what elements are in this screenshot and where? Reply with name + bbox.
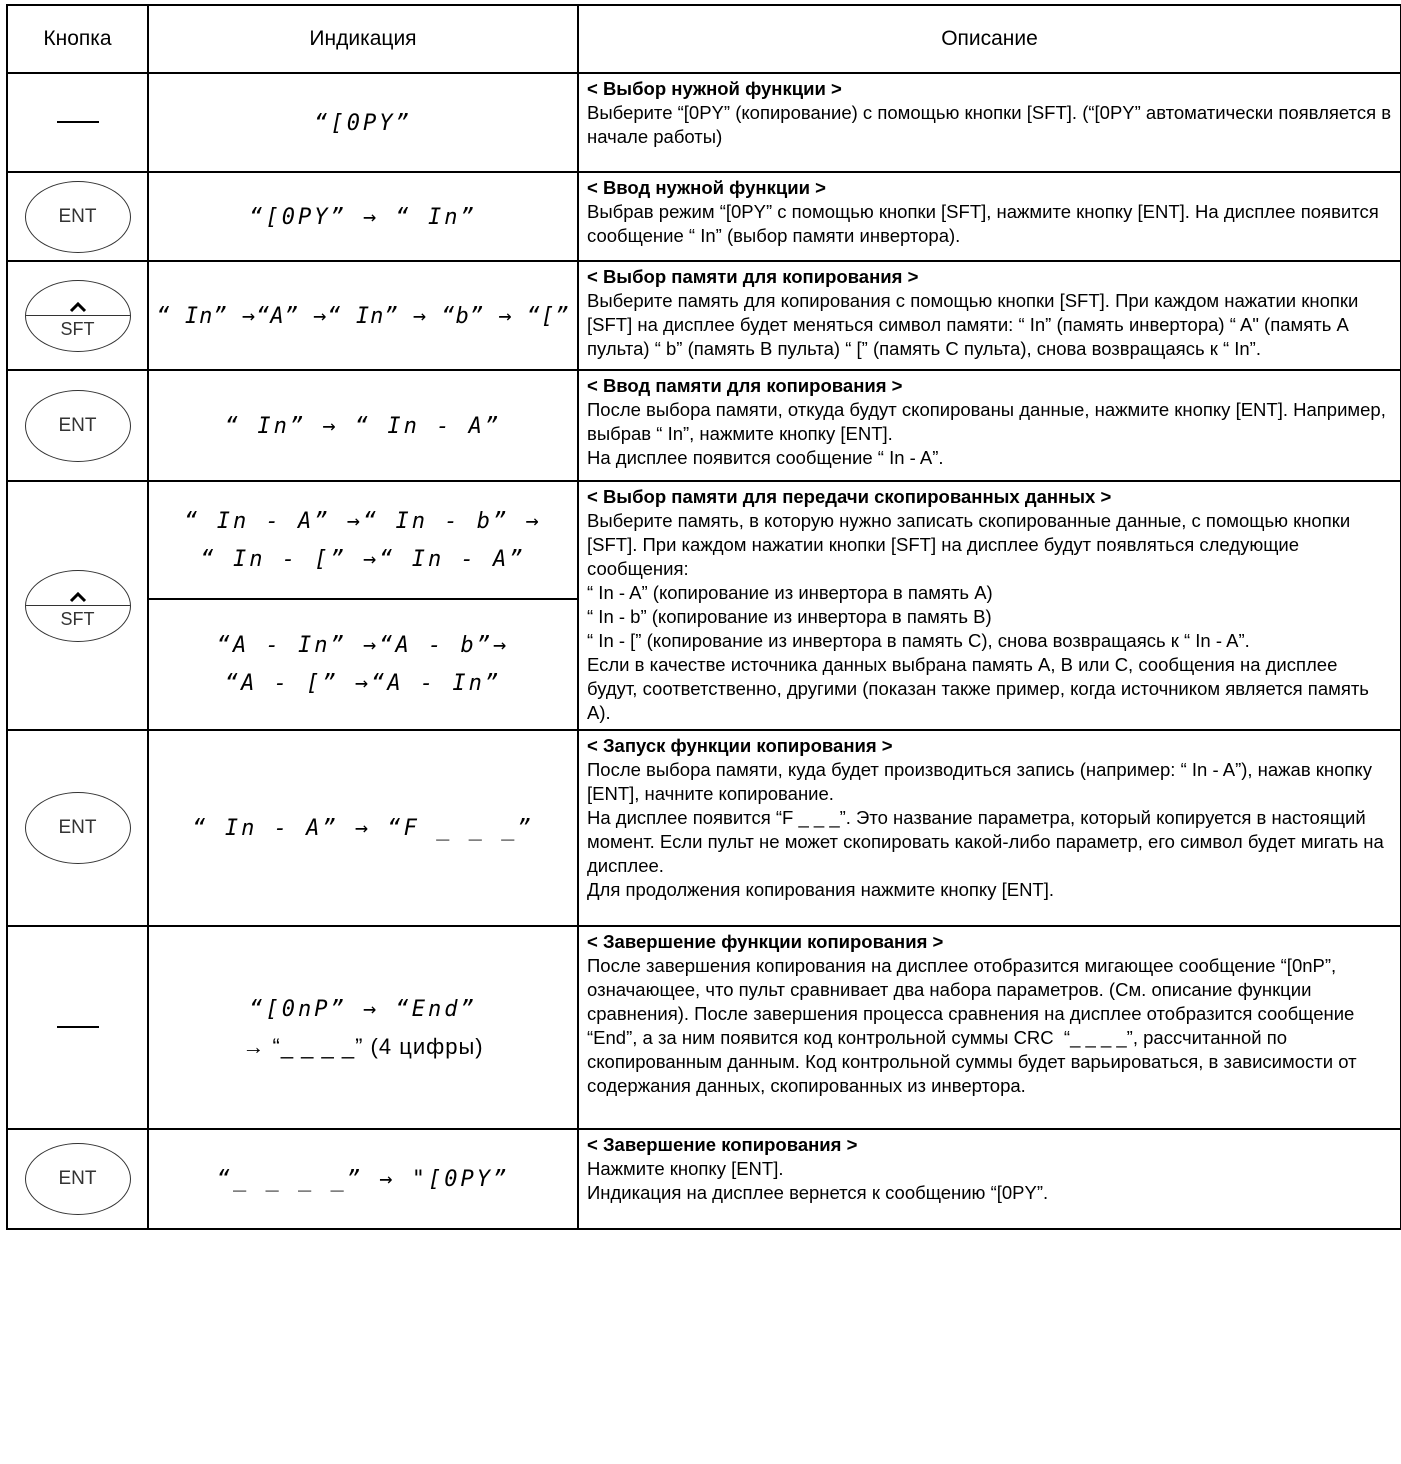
indication-text: “ In” →“A” →“ In” → “b” → “[”: [156, 303, 570, 329]
up-arrow-icon: [26, 281, 130, 316]
description-text: После выбора памяти, откуда будут скопированы данные, нажмите кнопку [ENT]. Например, выбрав “ In”, нажмите кнопку [ENT]. На дисплее появится сообщение “ In - A”.: [587, 399, 1386, 468]
table-row: [7, 926, 1401, 1129]
button-cell: [7, 261, 148, 370]
sft-button-icon: [25, 280, 131, 352]
button-cell: [7, 730, 148, 926]
indication-text: “[0PY”: [314, 110, 412, 136]
indication-cell: [148, 1129, 578, 1229]
button-cell: [7, 926, 148, 1129]
indication-cell: [148, 261, 578, 370]
description-heading: < Выбор памяти для копирования >: [587, 266, 919, 287]
sft-button-icon: [25, 570, 131, 642]
table-row: [7, 73, 1401, 172]
description-text: Нажмите кнопку [ENT]. Индикация на дисплее вернется к сообщению “[0PY”.: [587, 1158, 1049, 1203]
table-row: [7, 730, 1401, 926]
indication-text: “A - [” →“A - In”: [224, 671, 502, 697]
indication-cell: [148, 926, 578, 1129]
copy-procedure-table: [6, 4, 1401, 1230]
indication-text: “[0nP” → “End”: [249, 996, 477, 1022]
description-cell: [578, 1129, 1401, 1229]
button-cell: [7, 1129, 148, 1229]
description-heading: < Завершение копирования >: [587, 1134, 858, 1155]
indication-text: “[0PY” → “ In”: [249, 204, 477, 230]
description-cell: [578, 370, 1401, 481]
indication-text: “A - In” →“A - b”→: [216, 633, 510, 659]
description-heading: < Выбор нужной функции >: [587, 78, 842, 99]
description-text: Выбрав режим “[0PY” с помощью кнопки [SFT], нажмите кнопку [ENT]. На дисплее появится сообщение “ In” (выбор памяти инвертора).: [587, 201, 1384, 246]
description-text: Выберите память, в которую нужно записать скопированные данные, с помощью кнопки [SFT]. При каждом нажатии кнопки [SFT] на дисплее будут появляться следующие сообщения: “ In - A” (копирование из инвертора в память А) “ In - b” (копирование из инвертора в память В) “ In - [” (копирование из инвертора в память С), снова возвращаясь к “ In - A”. Если в качестве источника данных выбрана память А, В или С, сообщения на дисплее будут, соответственно, другими (показан также пример, когда источником является память А).: [587, 510, 1369, 723]
ent-button-icon: ENT: [25, 792, 131, 864]
description-heading: < Выбор памяти для передачи скопированных данных >: [587, 486, 1112, 507]
description-text: Выберите “[0PY” (копирование) с помощью кнопки [SFT]. (“[0PY” автоматически появляется в начале работы): [587, 102, 1397, 147]
button-cell: [7, 370, 148, 481]
description-cell: [578, 730, 1401, 926]
description-text: После выбора памяти, куда будет производиться запись (например: “ In - A”), нажав кнопку [ENT], начните копирование. На дисплее появится “F _ _ _”. Это название параметра, который копируется в настоящий момент. Если пульт не может скопировать какой-либо параметр, его символ будет мигать на дисплее. Для продолжения копирования нажмите кнопку [ENT].: [587, 759, 1384, 900]
button-cell: [7, 172, 148, 261]
table-row: [7, 261, 1401, 370]
indication-text: “_ _ _ _” → "[0PY”: [216, 1167, 510, 1192]
description-cell: [578, 261, 1401, 370]
button-cell: [7, 481, 148, 730]
description-heading: < Запуск функции копирования >: [587, 735, 893, 756]
indication-text: “ In” → “ In - A”: [224, 413, 502, 439]
description-cell: [578, 73, 1401, 172]
sft-label: SFT: [60, 608, 95, 629]
ent-button-icon: ENT: [25, 1143, 131, 1215]
indication-text: “ In - A” →“ In - b” →: [184, 508, 542, 534]
description-cell: [578, 481, 1401, 730]
table-row: [7, 481, 1401, 599]
description-text: После завершения копирования на дисплее отобразится мигающее сообщение “[0nP”, означающее, что пульт сравнивает два набора параметров. (См. описание функции сравнения). После завершения процесса сравнения на дисплее отобразится сообщение “End”, а за ним появится код контрольной суммы CRC “_ _ _ _”, рассчитанной по скопированным данным. Код контрольной суммы будет варьироваться, в зависимости от содержания данных, скопированных из инвертора.: [587, 955, 1362, 1096]
header-button: Кнопка: [7, 5, 148, 73]
indication-cell: [148, 481, 578, 599]
up-arrow-icon: [26, 571, 130, 606]
description-heading: < Завершение функции копирования >: [587, 931, 944, 952]
header-description: Описание: [578, 5, 1401, 73]
table-row: [7, 172, 1401, 261]
header-indication: Индикация: [148, 5, 578, 73]
indication-text: “ In - [” →“ In - A”: [200, 546, 526, 572]
no-button-dash: [57, 121, 99, 123]
indication-cell: [148, 172, 578, 261]
description-cell: [578, 172, 1401, 261]
indication-text: “ In - A” → “F _ _ _”: [192, 816, 534, 841]
table-row: [7, 1129, 1401, 1229]
indication-cell: [148, 730, 578, 926]
sft-label: SFT: [60, 318, 95, 339]
table-header-row: [7, 5, 1401, 73]
description-heading: < Ввод нужной функции >: [587, 177, 826, 198]
indication-text: → “_ _ _ _” (4 цифры): [242, 1033, 484, 1059]
ent-button-icon: ENT: [25, 181, 131, 253]
button-cell: [7, 73, 148, 172]
description-cell: [578, 926, 1401, 1129]
description-text: Выберите память для копирования с помощью кнопки [SFT]. При каждом нажатии кнопки [SFT] на дисплее будет меняться символ памяти: “ In” (память инвертора) “ A" (память А пульта) “ b” (память В пульта) “ [” (память С пульта), снова возвращаясь к “ In”.: [587, 290, 1364, 359]
table-row: [7, 370, 1401, 481]
indication-cell: [148, 599, 578, 730]
indication-cell: [148, 73, 578, 172]
description-heading: < Ввод памяти для копирования >: [587, 375, 903, 396]
no-button-dash: [57, 1026, 99, 1028]
ent-button-icon: ENT: [25, 390, 131, 462]
indication-cell: [148, 370, 578, 481]
